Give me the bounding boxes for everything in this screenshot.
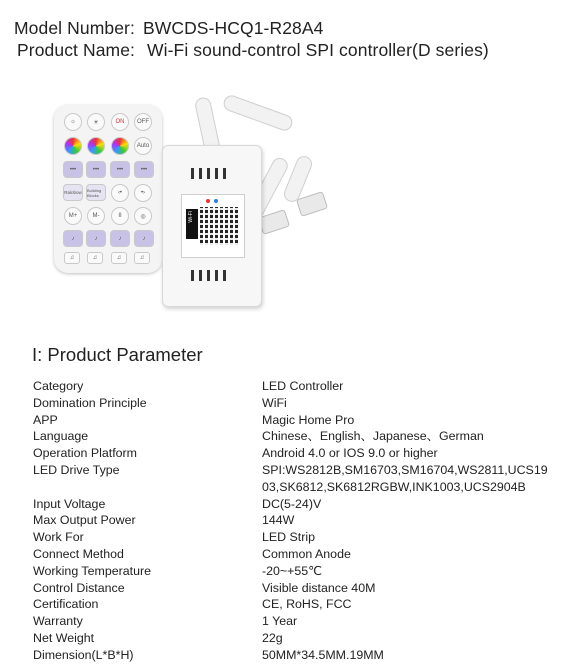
parameter-row [33,512,563,529]
parameter-key: Language [33,429,89,444]
color-wheel-icon [64,137,82,155]
qr-code-icon [200,207,238,245]
controller-device [162,145,262,307]
sensitivity-icon: ◎ [134,207,152,225]
parameter-key: Connect Method [33,546,124,561]
parameter-key: Net Weight [33,630,95,645]
remote-button-off: OFF [134,113,152,131]
music-mode-icon: ♪ [86,230,106,247]
parameter-value: CE, RoHS, FCC [262,597,352,612]
indicator-dot-icon [206,199,210,203]
parameter-row [33,395,563,412]
parameter-key: Operation Platform [33,446,137,461]
parameter-key: Category [33,379,84,393]
remote-button-m-plus: M+ [64,207,82,225]
parameter-value: LED Controller [262,379,344,393]
parameter-row [33,529,563,546]
parameter-value: 22g [262,630,283,645]
parameter-row [33,630,563,647]
vent-slot [223,270,226,281]
model-number-label: Model Number: [14,18,135,38]
remote-button-brightness-low-icon: ☀ [87,113,105,131]
parameter-value: Android 4.0 or IOS 9.0 or higher [262,446,438,461]
parameter-value: LED Strip [262,530,316,545]
parameter-key: LED Drive Type [33,462,120,477]
effect-icon: ••• [86,161,106,178]
music-mode-icon: ♪ [110,230,130,247]
product-name-line [17,40,489,61]
parameter-row [33,462,563,496]
parameter-row [33,563,563,580]
parameter-value: 1 Year [262,614,298,629]
parameter-key: Warranty [33,614,83,629]
parameter-row [33,546,563,563]
speed-down-icon: ‹• [111,184,129,202]
microphone-icon: ♫ [111,252,127,264]
remote-button-brightness-icon: ☼ [64,113,82,131]
parameter-row [33,613,563,630]
remote-button-auto: Auto [134,137,152,155]
music-mode-icon: ♪ [134,230,154,247]
parameter-value: -20~+55℃ [262,563,323,578]
parameter-row [33,496,563,513]
parameter-value: Magic Home Pro [262,412,355,427]
vent-slot [207,168,210,179]
color-wheel-icon [87,137,105,155]
model-number-line [14,18,323,39]
parameter-value: SPI:WS2812B,SM16703,SM16704,WS2811,UCS1903,SK6812,SK6812RGBW,INK1003,UCS2904B [262,462,548,494]
parameter-key: Work For [33,530,84,545]
vent-slot [215,168,218,179]
parameter-row [33,445,563,462]
model-number-value: BWCDS-HCQ1-R28A4 [142,18,324,38]
product-name-label: Product Name: [17,40,136,60]
vent-slot [223,168,226,179]
effect-icon: ••• [110,161,130,178]
parameter-row [33,412,563,429]
parameter-key: Working Temperature [33,563,151,578]
parameter-row [33,596,563,613]
vent-slot [191,168,194,179]
vent-slot [207,270,210,281]
vent-slot [199,270,202,281]
cable-arc [221,93,294,133]
microphone-icon: ♫ [64,252,80,264]
parameter-row [33,378,563,395]
parameter-key: Input Voltage [33,496,106,511]
parameter-key: APP [33,412,58,427]
remote-button-rainbow: Rainbow [63,184,83,201]
vent-slot [191,270,194,281]
remote-button-building-blocks: Building Blocks [86,184,106,201]
section-title: I: Product Parameter [32,344,203,365]
product-name-value: Wi-Fi sound-control SPI controller(D series) [147,40,489,60]
vent-slot [199,168,202,179]
color-wheel-icon [111,137,129,155]
microphone-icon: ♫ [87,252,103,264]
parameter-value: Visible distance 40M [262,580,376,595]
wifi-tag: Wi-Fi [186,209,198,239]
parameter-value: 144W [262,513,295,528]
parameter-table [33,378,563,664]
microphone-icon: ♫ [134,252,150,264]
device-label [181,194,245,258]
parameter-key: Dimension(L*B*H) [33,647,134,662]
parameter-value: WiFi [262,395,287,410]
parameter-row [33,428,563,445]
vent-slot [215,270,218,281]
effect-icon: ••• [134,161,154,178]
remote-button-m-minus: M- [87,207,105,225]
parameter-key: Certification [33,597,99,612]
parameter-row [33,647,563,664]
speed-up-icon: •› [134,184,152,202]
parameter-value: Common Anode [262,546,351,561]
connector-b [296,191,328,217]
parameter-value: 50MM*34.5MM.19MM [262,647,384,662]
product-photo [50,95,380,310]
pause-icon: II [111,207,129,225]
parameter-key: Domination Principle [33,395,147,410]
parameter-key: Max Output Power [33,513,136,528]
parameter-row [33,580,563,597]
parameter-value: Chinese、English、Japanese、German [262,429,484,444]
effect-icon: ••• [63,161,83,178]
remote-control [54,105,162,273]
music-mode-icon: ♪ [63,230,83,247]
parameter-value: DC(5-24)V [262,496,322,511]
remote-button-on: ON [111,113,129,131]
parameter-key: Control Distance [33,580,125,595]
indicator-dot-icon [214,199,218,203]
